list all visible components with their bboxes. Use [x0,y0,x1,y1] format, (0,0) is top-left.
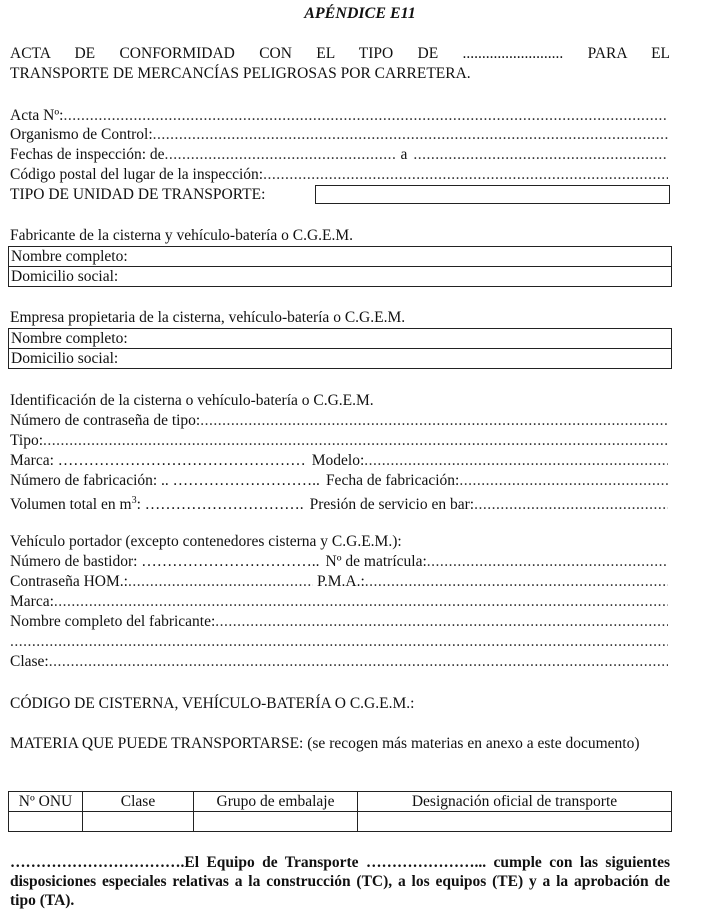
organismo-label: Organismo de Control: [10,126,153,143]
vehiculo-marca-row [10,592,668,611]
materia-paragraph: MATERIA QUE PUEDE TRANSPORTARSE: (se recogen más materias en anexo a este documento) [10,735,640,752]
nombre-fabricante-field-2[interactable] [10,632,668,651]
acta-number-row [10,106,668,125]
tipo-row [10,431,668,450]
bastidor-row [10,552,668,571]
volumen-superscript: 3 [131,495,137,506]
propietaria-domicilio-label: Domicilio social: [11,350,119,367]
contrasena-hom-field[interactable] [128,572,313,591]
contrasena-label: Número de contraseña de tipo: [10,412,201,429]
fecha-desde-field[interactable] [165,145,395,164]
fabricante-heading: Fabricante de la cisterna y vehículo-batería o C.G.E.M. [10,227,354,244]
volumen-presion-row [10,491,668,514]
table-header-row [9,792,672,812]
matricula-field[interactable] [427,552,668,571]
hom-pma-row [10,572,668,591]
codigo-postal-row [10,165,668,184]
vehiculo-heading: Vehículo portador (excepto contenedores cisterna y C.G.E.M.): [10,533,402,550]
fechas-label: Fechas de inspección: de [10,146,165,163]
volumen-label [10,491,304,514]
vehiculo-marca-label: Marca: [10,593,54,610]
volumen-text: Volumen total en m [10,496,132,514]
clase-field[interactable] [49,652,668,671]
fabricante-domicilio-label: Domicilio social: [11,268,119,285]
presion-field[interactable] [474,495,668,514]
page-title: APÉNDICE E11 [304,5,416,22]
num-fabricacion-label: Número de fabricación: .. ……………………….. [10,472,320,489]
materias-table [8,791,672,832]
cell-clase[interactable] [83,812,194,832]
acta-title [10,44,670,63]
col-header-grupo: Grupo de embalaje [194,792,358,812]
nombre-fabricante-label: Nombre completo del fabricante: [10,613,216,630]
codigo-postal-label: Código postal del lugar de la inspección: [10,166,264,183]
col-header-clase: Clase [83,792,194,812]
codigo-postal-field[interactable] [263,165,668,184]
fecha-hasta-field[interactable] [413,145,668,164]
fecha-fabricacion-field[interactable] [459,471,668,490]
fabricante-nombre-field[interactable] [8,246,672,267]
propietaria-nombre-field[interactable] [8,328,672,349]
col-header-onu: Nº ONU [9,792,83,812]
marca-modelo-row [10,451,668,470]
identificacion-heading: Identificación de la cisterna o vehículo-batería o C.G.E.M. [10,392,374,409]
cell-designacion[interactable] [358,812,672,832]
acta-title-line2: TRANSPORTE DE MERCANCÍAS PELIGROSAS POR CARRETERA. [10,65,471,82]
marca-label: Marca: ………………………………………… [10,452,306,469]
codigo-cisterna-label: CÓDIGO DE CISTERNA, VEHÍCULO-BATERÍA O C.G.E.M.: [10,695,415,712]
contrasena-hom-label: Contraseña HOM.: [10,573,128,590]
propietaria-heading: Empresa propietaria de la cisterna, vehículo-batería o C.G.E.M. [10,309,406,326]
pma-field[interactable] [365,572,668,591]
contrasena-row [10,411,668,430]
tipo-field[interactable] [43,431,668,450]
fechas-a-label: a [400,146,408,163]
fabricante-domicilio-field[interactable] [8,266,672,287]
volumen-dots: : …………………………. [136,496,304,514]
organismo-field[interactable] [153,125,668,144]
presion-label: Presión de servicio en bar: [309,496,475,514]
tipo-unidad-field[interactable] [315,185,670,204]
fecha-fabricacion-label: Fecha de fabricación: [325,472,460,489]
modelo-field[interactable] [364,451,668,470]
clase-row [10,652,668,671]
closing-paragraph: …………………………….El Equipo de Transporte …………………... cumple con las siguientes disposiciones especiales relativas a la construcción (TC), a los equipos (TE) y a la aprobación de tipo (TA). [10,854,670,909]
col-header-designacion: Designación oficial de transporte [358,792,672,812]
acta-title-line1: ACTA DE CONFORMIDAD CON EL TIPO DE .......................... PARA EL [10,45,670,62]
fabricante-nombre-label: Nombre completo: [11,248,128,265]
nombre-fabricante-continuation [10,632,668,651]
cell-grupo[interactable] [194,812,358,832]
nombre-fabricante-field[interactable] [215,612,668,631]
contrasena-field[interactable] [200,411,668,430]
nombre-fabricante-row [10,612,668,631]
organismo-row [10,125,668,144]
pma-label: P.M.A.: [316,573,365,590]
vehiculo-marca-field[interactable] [54,592,668,611]
cell-onu[interactable] [9,812,83,832]
propietaria-domicilio-field[interactable] [8,348,672,369]
modelo-label: Modelo: [311,452,365,469]
fechas-row [10,145,668,164]
propietaria-nombre-label: Nombre completo: [11,330,128,347]
acta-number-field[interactable] [63,106,668,125]
clase-label: Clase: [10,653,49,670]
matricula-label: Nº de matrícula: [325,553,427,570]
table-row [9,812,672,832]
acta-number-label: Acta Nº: [10,107,64,124]
tipo-unidad-label: TIPO DE UNIDAD DE TRANSPORTE: [10,186,266,203]
tipo-label: Tipo: [10,432,44,449]
fabricacion-row [10,471,668,490]
bastidor-label: Número de bastidor: …………………………….. [10,553,320,570]
